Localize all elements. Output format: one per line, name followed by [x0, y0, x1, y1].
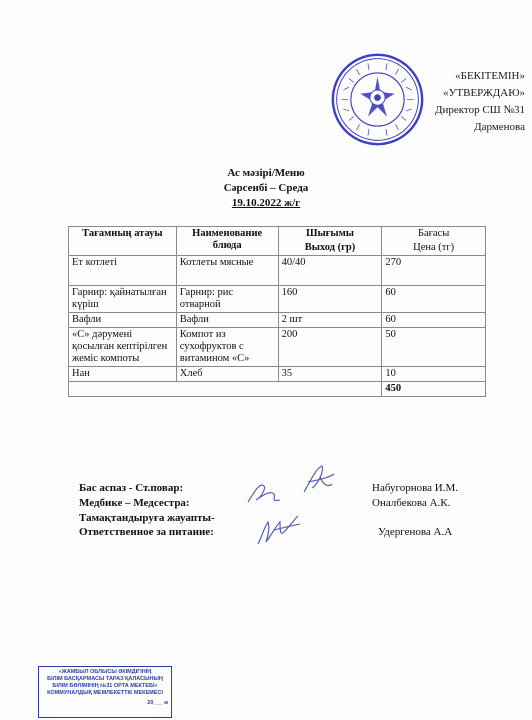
approval-line-4: Дарменова: [474, 121, 525, 133]
cell-dish-kz: Нан: [69, 367, 177, 382]
stamp-line-5: 20___ ж: [147, 700, 168, 706]
menu-table: [68, 226, 486, 397]
cell-price: 60: [382, 286, 486, 313]
sig-label-responsible-kz: Тамақтандыруға жауапты-: [79, 512, 215, 524]
cell-dish-kz: Вафли: [69, 313, 177, 328]
total-spacer: [69, 382, 382, 397]
approval-block: [400, 68, 525, 136]
table-row: [69, 313, 486, 328]
table-row: [69, 256, 486, 286]
sig-label-responsible-ru: Ответственное за питание:: [79, 526, 214, 538]
table-header-row: [69, 227, 486, 242]
cell-price: 50: [382, 328, 486, 367]
cell-yield: 160: [278, 286, 382, 313]
signature-scribble-2: [298, 462, 338, 498]
header-yield-ru: Выход (гр): [278, 241, 382, 256]
table-row: [69, 328, 486, 367]
approval-line-3: Директор СШ №31: [434, 104, 525, 116]
cell-price: 10: [382, 367, 486, 382]
header-price-ru: Цена (тг): [382, 241, 486, 256]
cell-price: 60: [382, 313, 486, 328]
sig-name-chef: Набугорнова И.М.: [372, 482, 459, 494]
cell-dish-ru: Вафли: [176, 313, 278, 328]
cell-dish-ru: Гарнир: рис отварной: [176, 286, 278, 313]
stamp-line-3: БІЛІМ БӨЛІМІНІҢ №31 ОРТА МЕКТЕБІ»: [52, 683, 158, 689]
cell-dish-kz: «С» дәрумені қосылған кептірілген жеміс компоты: [69, 328, 177, 367]
cell-yield: 2 шт: [278, 313, 382, 328]
cell-yield: 35: [278, 367, 382, 382]
cell-price: 270: [382, 256, 486, 286]
stamp-line-4: КОММУНАЛДЫҚ МЕМЛЕКЕТТІК МЕКЕМЕСІ: [47, 690, 163, 696]
cell-yield: 200: [278, 328, 382, 367]
table-total-row: [69, 382, 486, 397]
sig-label-chef: Бас аспаз - Ст.повар:: [79, 482, 184, 494]
table-row: [69, 286, 486, 313]
cell-dish-ru: Котлеты мясные: [176, 256, 278, 286]
sig-label-nurse: Медбике – Медсестра:: [79, 497, 190, 509]
table-row: [69, 367, 486, 382]
approval-line-1: «БЕКІТЕМІН»: [455, 70, 525, 82]
cell-dish-kz: Ет котлеті: [69, 256, 177, 286]
total-value: 450: [382, 382, 486, 397]
signature-scribble-3: [254, 510, 304, 550]
cell-yield: 40/40: [278, 256, 382, 286]
sig-name-responsible: Удергенова А.А: [378, 526, 453, 538]
header-yield-kz: Шығымы: [278, 227, 382, 242]
cell-dish-kz: Гарнир: қайнатылған күріш: [69, 286, 177, 313]
organization-stamp: [38, 666, 172, 718]
title-date: 19.10.2022 ж/г: [231, 197, 301, 209]
header-dish-ru: Наименование блюда: [176, 227, 278, 256]
title-day: Сәрсенбі – Среда: [223, 182, 309, 194]
stamp-line-1: «ЖАМБЫЛ ОБЛЫСЫ ӘКІМДІГІНІҢ: [58, 669, 152, 675]
title-menu: Ас мәзірі/Меню: [227, 167, 305, 179]
header-price-kz: Бағасы: [382, 227, 486, 242]
signature-scribble-1: [244, 478, 284, 508]
approval-line-2: «УТВЕРЖДАЮ»: [443, 87, 525, 99]
cell-dish-ru: Хлеб: [176, 367, 278, 382]
sig-name-nurse: Оналбекова А.К.: [372, 497, 451, 509]
header-dish-kz: Тағамның атауы: [69, 227, 177, 256]
cell-dish-ru: Компот из сухофруктов с витамином «С»: [176, 328, 278, 367]
stamp-line-2: БІЛІМ БАСҚАРМАСЫ ТАРАЗ ҚАЛАСЫНЫҢ: [47, 676, 163, 682]
